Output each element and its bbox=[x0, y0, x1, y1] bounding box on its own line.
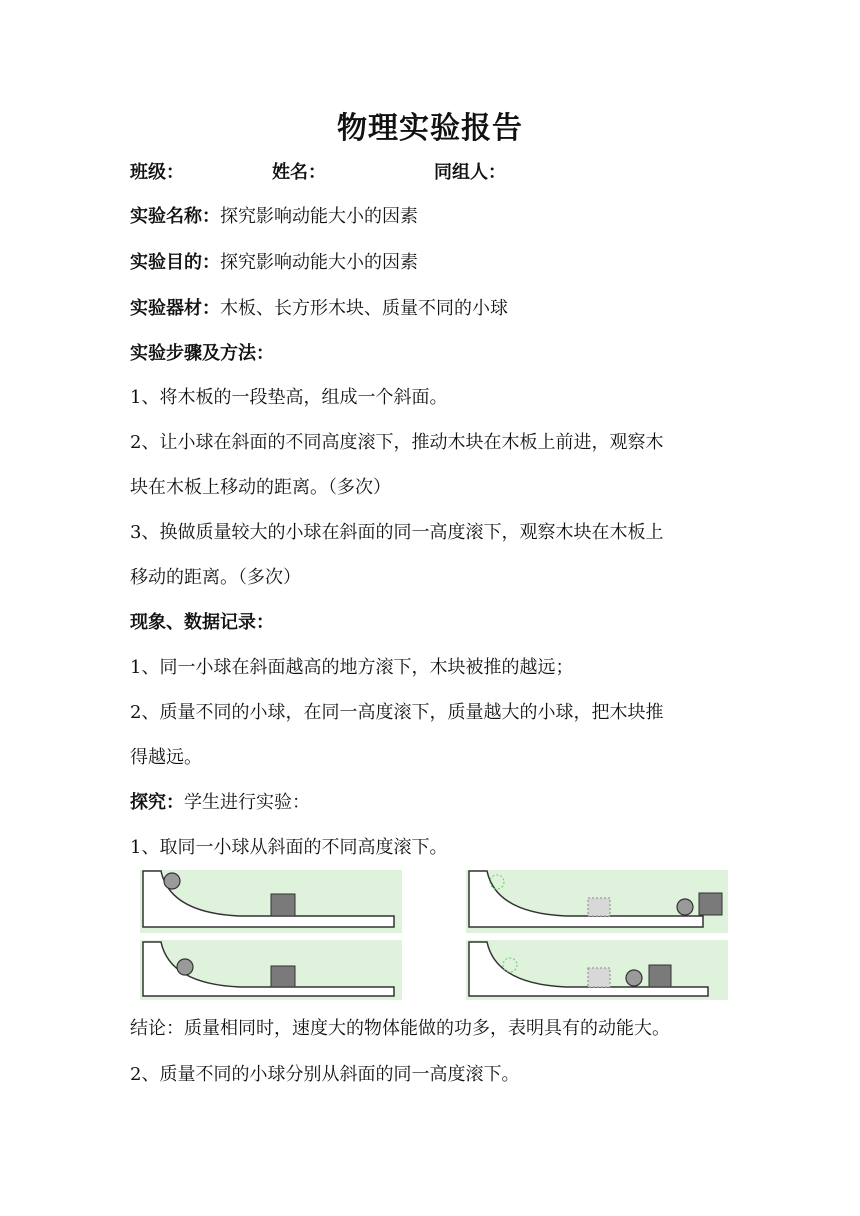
class-label: 班级： bbox=[130, 162, 184, 183]
experiment-purpose-label: 实验目的： bbox=[130, 252, 220, 273]
experiment-purpose-value: 探究影响动能大小的因素 bbox=[220, 252, 418, 273]
wood-block bbox=[699, 893, 722, 915]
records-heading: 现象、数据记录： bbox=[130, 612, 274, 633]
equipment-value: 木板、长方形木块、质量不同的小球 bbox=[220, 298, 508, 319]
explore-item-2: 2、质量不同的小球分别从斜面的同一高度滚下。 bbox=[130, 1064, 520, 1085]
wood-block bbox=[271, 894, 295, 916]
ball bbox=[677, 899, 693, 915]
conclusion: 结论：质量相同时，速度大的物体能做的功多，表明具有的动能大。 bbox=[130, 1018, 670, 1039]
wood-block bbox=[271, 966, 295, 987]
record-2-line-2: 得越远。 bbox=[130, 747, 202, 768]
step-1: 1、将木板的一段垫高，组成一个斜面。 bbox=[130, 387, 448, 408]
step-3-line-1: 3、换做质量较大的小球在斜面的同一高度滚下，观察木块在木板上 bbox=[130, 522, 664, 543]
ghost-wood-block bbox=[588, 968, 610, 987]
ball bbox=[164, 873, 180, 889]
page-title: 物理实验报告 bbox=[337, 111, 523, 146]
ball bbox=[177, 959, 193, 975]
record-2-line-1: 2、质量不同的小球，在同一高度滚下，质量越大的小球，把木块推 bbox=[130, 702, 664, 723]
step-2-line-1: 2、让小球在斜面的不同高度滚下，推动木块在木板上前进，观察木 bbox=[130, 432, 664, 453]
wood-block bbox=[649, 965, 671, 987]
explore-item-1: 1、取同一小球从斜面的不同高度滚下。 bbox=[130, 837, 448, 858]
experiment-name-value: 探究影响动能大小的因素 bbox=[220, 206, 418, 227]
panel-bottom-left bbox=[140, 940, 402, 1000]
ball bbox=[626, 970, 642, 986]
step-3-line-2: 移动的距离。（多次） bbox=[130, 567, 301, 588]
partner-label: 同组人： bbox=[434, 162, 506, 183]
steps-heading: 实验步骤及方法： bbox=[130, 343, 274, 364]
experiment-name-label: 实验名称： bbox=[130, 206, 220, 227]
panel-bottom-right bbox=[466, 940, 728, 1000]
panel-top-right bbox=[466, 870, 728, 933]
equipment-label: 实验器材： bbox=[130, 298, 220, 319]
step-2-line-2: 块在木板上移动的距离。（多次） bbox=[130, 477, 391, 498]
explore-label: 探究： bbox=[130, 792, 184, 813]
explore-value: 学生进行实验： bbox=[184, 792, 310, 813]
ghost-wood-block bbox=[588, 898, 610, 916]
name-label: 姓名： bbox=[272, 162, 326, 183]
record-1: 1、同一小球在斜面越高的地方滚下，木块被推的越远； bbox=[130, 657, 574, 678]
panel-top-left bbox=[140, 870, 402, 933]
